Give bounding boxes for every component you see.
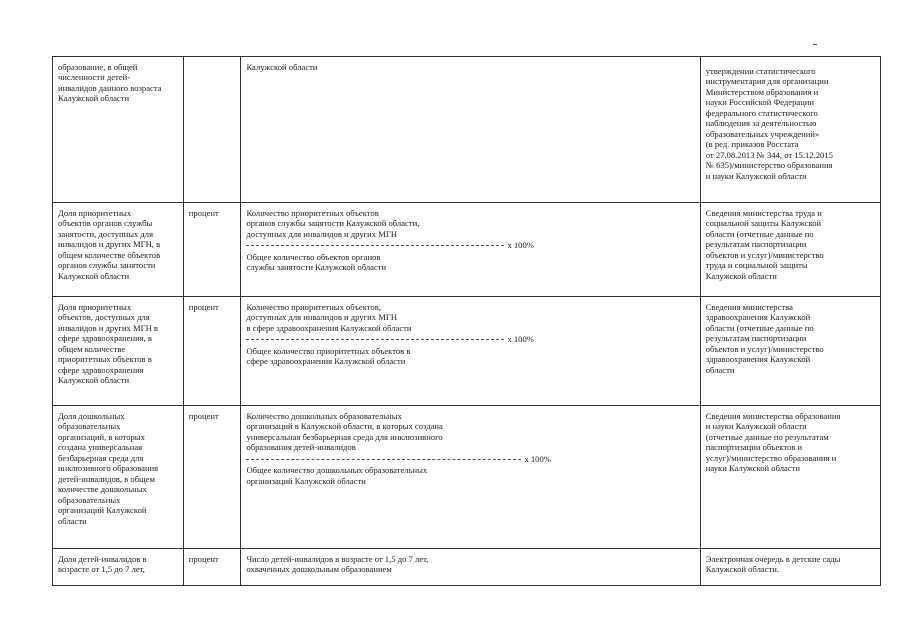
formula-cell: [241, 406, 700, 549]
text-line: науки Калужской области: [705, 463, 801, 474]
fraction-bar: [246, 245, 504, 246]
text-line: и науки Калужской области: [705, 421, 807, 432]
formula-line: сфере здравоохранения Калужской области: [246, 356, 406, 367]
formula-line: Количество приоритетных объектов,: [246, 302, 381, 312]
text-line: образование, в общей: [58, 62, 138, 72]
formula-cell: [241, 549, 700, 586]
text-line: организаций Калужской: [58, 505, 147, 516]
text-line: Доля детей-инвалидов в: [58, 554, 147, 564]
unit-text: процент: [188, 302, 219, 312]
text-line: Доля дошкольных: [58, 411, 125, 421]
text-line: общем количестве: [58, 343, 126, 354]
formula-line: организаций Калужской области: [246, 475, 366, 486]
text-line: общем количестве объектов: [58, 249, 161, 260]
text-line: № 635)/министерство образования: [705, 160, 833, 171]
multiplier-text: x 100%: [524, 453, 551, 464]
text-line: безбарьерная среда для: [58, 452, 144, 463]
text-line: Калужской области: [58, 375, 130, 386]
unit-text: процент: [188, 411, 219, 421]
unit-cell: [183, 549, 241, 586]
indicator-cell: [53, 297, 184, 406]
formula-cell: [241, 203, 700, 297]
fraction-line: [246, 334, 694, 344]
text-line: Доля приоритетных: [58, 208, 132, 218]
formula-line: организаций в Калужской области, в которых создана: [246, 421, 443, 432]
text-line: объектов и услуг)/министерство: [705, 343, 824, 354]
text-line: сфере здравоохранения, в: [58, 333, 152, 344]
text-line: Сведения министерства образования: [705, 411, 841, 421]
text-line: инвалидов и других МГН, в: [58, 239, 161, 250]
fraction-line: [246, 240, 694, 250]
text-line: Доля приоритетных: [58, 302, 132, 312]
source-cell: [700, 406, 880, 549]
text-line: Министерством образования и: [705, 86, 819, 97]
text-line: здравоохранения Калужской: [705, 312, 811, 323]
unit-cell: [183, 297, 241, 406]
text-line: науки Российской Федерации: [705, 97, 815, 108]
text-line: объектов, доступных для: [58, 312, 150, 323]
formula-cell: [241, 297, 700, 406]
unit-cell: [183, 57, 241, 203]
text-line: численности детей-: [58, 72, 131, 83]
formula-line: Количество дошкольных образовательных: [246, 411, 402, 421]
text-line: Электронная очередь в детские сады: [705, 554, 841, 564]
formula-line: доступных для инвалидов и других МГН: [246, 312, 398, 323]
text-line: утверждении статистического: [705, 66, 816, 76]
indicator-cell: [53, 549, 184, 586]
formula-line: Общее количество объектов органов: [246, 251, 381, 262]
text-line: инвалидов и других МГН в: [58, 322, 158, 333]
text-line: детей-инвалидов, в общем: [58, 473, 155, 484]
text-line: сфере здравоохранения: [58, 364, 144, 375]
formula-line: Число детей-инвалидов в возрасте от 1,5 до 7 лет,: [246, 554, 429, 564]
text-line: возрасте от 1,5 до 7 лет,: [58, 564, 145, 575]
text-line: области: [705, 364, 735, 375]
text-line: занятости, доступных для: [58, 228, 154, 239]
formula-line: органов службы занятости Калужской области,: [246, 218, 420, 229]
text-line: здравоохранения Калужской: [705, 354, 811, 365]
text-line: объектов и услуг)/министерство: [705, 249, 824, 260]
text-line: образовательных: [58, 494, 121, 505]
text-line: и науки Калужской области: [705, 170, 807, 181]
source-cell: [700, 203, 880, 297]
multiplier-text: x 100%: [507, 240, 534, 251]
unit-text: процент: [188, 554, 219, 564]
source-cell: [700, 549, 880, 586]
text-line: социальной защиты Калужской: [705, 218, 822, 229]
text-line: труда и социальной защиты: [705, 260, 808, 271]
text-line: Калужской области.: [705, 564, 779, 575]
formula-line: Калужской области: [246, 62, 318, 72]
text-line: образовательных учреждений»: [705, 128, 820, 139]
fraction-bar: [246, 459, 521, 460]
text-line: услуг)/министерство образования и: [705, 452, 837, 463]
text-line: результатам паспортизации: [705, 333, 807, 344]
fraction-bar: [246, 339, 504, 340]
unit-text: процент: [188, 208, 219, 218]
formula-line: охваченных дошкольным образованием: [246, 564, 392, 575]
text-line: создана универсальная: [58, 442, 143, 453]
formula-line: доступных для инвалидов и других МГН: [246, 228, 398, 239]
text-line: Сведения министерства: [705, 302, 793, 312]
indicator-cell: [53, 57, 184, 203]
text-line: объектов органов службы: [58, 218, 153, 229]
formula-line: Количество приоритетных объектов: [246, 208, 379, 218]
indicator-cell: [53, 406, 184, 549]
text-line: организаций, в которых: [58, 431, 145, 442]
text-line: паспортизации объектов и: [705, 442, 803, 453]
unit-cell: [183, 406, 241, 549]
text-line: Калужской области: [58, 93, 130, 104]
table-row: [53, 549, 881, 586]
formula-cell: [241, 57, 700, 203]
unit-cell: [183, 203, 241, 297]
text-line: количестве дошкольных: [58, 484, 147, 495]
formula-line: образования детей-инвалидов: [246, 442, 356, 453]
text-line: области (отчетные данные по: [705, 322, 814, 333]
text-line: инклюзивного образования: [58, 463, 159, 474]
text-line: приоритетных объектов в: [58, 354, 152, 365]
indicators-table: [52, 56, 881, 586]
formula-line: Общее количество дошкольных образовательных: [246, 465, 428, 476]
text-line: результатам паспортизации: [705, 239, 807, 250]
text-line: наблюдения за деятельностью: [705, 118, 817, 129]
text-line: области (отчетные данные по: [705, 228, 814, 239]
indicator-cell: [53, 203, 184, 297]
formula-line: Общее количество приоритетных объектов в: [246, 345, 411, 356]
text-line: Сведения министерства труда и: [705, 208, 822, 218]
fraction-line: [246, 454, 694, 464]
text-line: органов службы занятости: [58, 260, 156, 271]
text-line: Калужской области: [705, 270, 777, 281]
text-line: Калужской области: [58, 270, 130, 281]
table-row: [53, 57, 881, 203]
source-cell: [700, 57, 880, 203]
formula-line: службы занятости Калужской области: [246, 262, 387, 273]
text-line: инструментария для организации: [705, 76, 829, 87]
text-line: (в ред. приказов Росстата: [705, 139, 799, 150]
formula-line: универсальная безбарьерная среда для инклюзивного: [246, 431, 443, 442]
formula-line: в сфере здравоохранения Калужской области: [246, 322, 412, 333]
text-line: области: [58, 515, 87, 526]
text-line: образовательных: [58, 421, 121, 432]
page-mark: [813, 44, 817, 45]
table-row: [53, 297, 881, 406]
multiplier-text: x 100%: [507, 334, 534, 345]
text-line: (отчетные данные по результатам: [705, 431, 829, 442]
table-row: [53, 406, 881, 549]
table-row: [53, 203, 881, 297]
source-cell: [700, 297, 880, 406]
text-line: инвалидов данного возраста: [58, 82, 162, 93]
text-line: федерального статистического: [705, 107, 818, 118]
text-line: от 27.08.2013 № 344, от 15.12.2015: [705, 149, 833, 160]
